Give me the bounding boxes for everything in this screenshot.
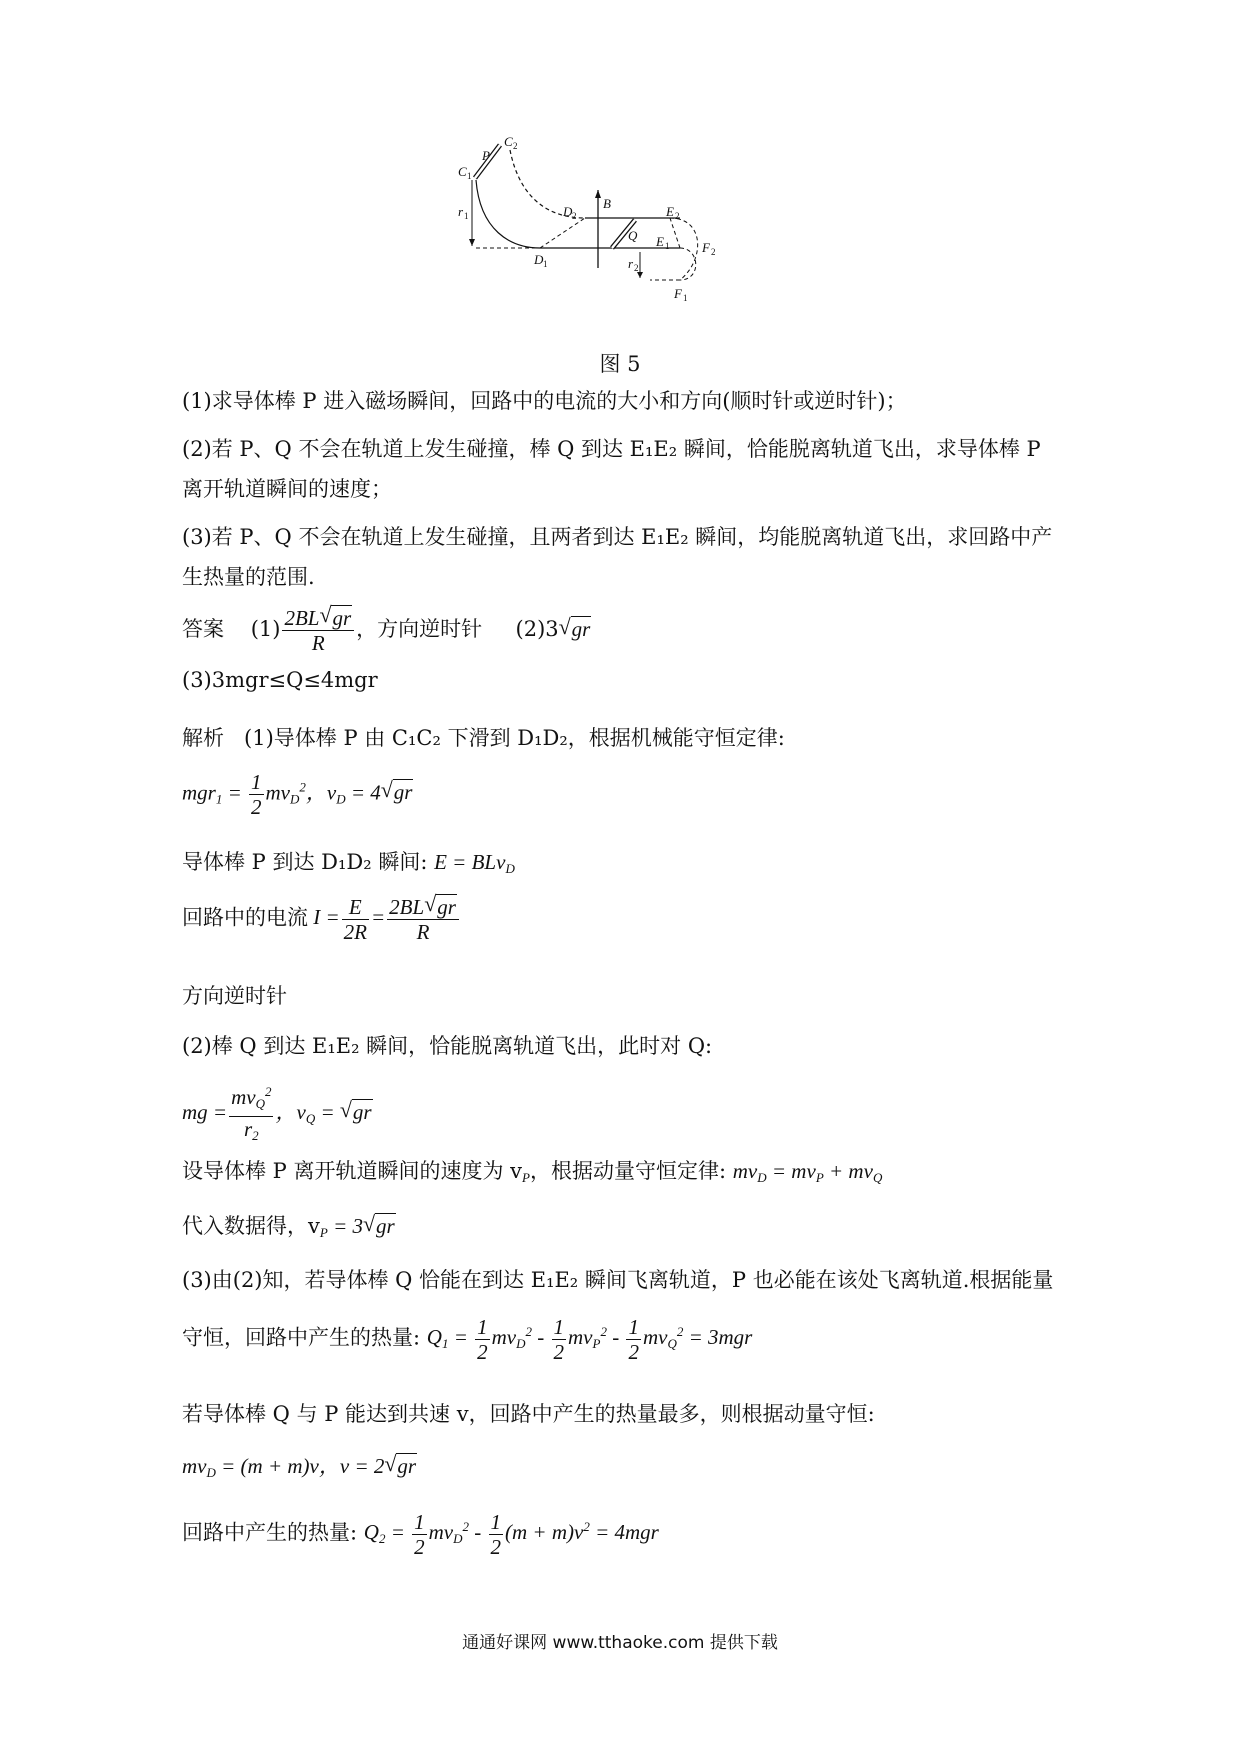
analysis-eq-7: 守恒，回路中产生的热量: $Q_1$ = $\frac{1}{2}$ $mv_D^2$ - $\frac{1}{2}$ $mv_P^2$ - $\frac{1}{2}$ $mv_Q^2 = 3mgr$ [182, 1315, 753, 1364]
analysis-direction: 方向逆时针 [182, 984, 287, 1008]
svg-text:2: 2 [572, 211, 577, 221]
label-c2: C [504, 134, 513, 149]
answer-label: 答案 [182, 617, 224, 641]
svg-text:2: 2 [513, 141, 518, 151]
svg-text:2: 2 [711, 247, 716, 257]
analysis-eq-1: mgr$_1$ = $\frac{1}{2}$ $mv_D^2$，$v_D = 4$ √ gr [182, 770, 413, 819]
question-1: (1)求导体棒 P 进入磁场瞬间，回路中的电流的大小和方向(顺时针或逆时针)； [182, 389, 907, 413]
answer-3: (3)3mgr≤Q≤4mgr [182, 668, 378, 692]
label-b: B [603, 196, 611, 211]
footer-watermark: 通通好课网 www.tthaoke.com 提供下载 [462, 1633, 778, 1653]
svg-text:1: 1 [543, 259, 548, 269]
svg-text:1: 1 [683, 293, 688, 303]
analysis-eq-4: mg = $\frac{mv_Q^2}{r_2}$ ，$v_Q$ = √ gr [182, 1080, 1062, 1148]
analysis-step-3: (3)由(2)知，若导体棒 Q 恰能在到达 E₁E₂ 瞬间飞离轨道，P 也必能在该处飞离轨道.根据能量 [182, 1268, 1054, 1292]
label-e2: E [666, 204, 674, 219]
svg-text:1: 1 [665, 241, 670, 251]
answer-1-fraction: 2BL √ gr R [282, 606, 354, 655]
analysis-label: 解析 [182, 726, 224, 750]
analysis-eq-2: 导体棒 P 到达 D₁D₂ 瞬间: E = BLv$_D$ [182, 850, 515, 876]
question-3-line-2: 生热量的范围. [182, 565, 315, 589]
label-c1: C [458, 164, 467, 179]
analysis-eq-8: $mv_D = (m + m)v$，v = 2 √ gr [182, 1451, 417, 1480]
analysis-eq-6: 代入数据得，$v_P = 3$ √ gr [182, 1211, 395, 1240]
analysis-step-4: 若导体棒 Q 与 P 能达到共速 v，回路中产生的热量最多，则根据动量守恒: [182, 1402, 875, 1426]
svg-text:1: 1 [467, 171, 472, 181]
svg-text:2: 2 [634, 263, 639, 273]
svg-text:1: 1 [464, 211, 469, 221]
question-2-line-1: (2)若 P、Q 不会在轨道上发生碰撞，棒 Q 到达 E₁E₂ 瞬间，恰能脱离轨道飞出，求导体棒 P [182, 437, 1041, 461]
label-r1: r [458, 204, 464, 219]
label-d1: D [534, 252, 544, 267]
question-2-line-2: 离开轨道瞬间的速度； [182, 477, 392, 501]
svg-text:2: 2 [675, 211, 680, 221]
question-3-line-1: (3)若 P、Q 不会在轨道上发生碰撞，且两者到达 E₁E₂ 瞬间，均能脱离轨道飞出，求回路中产 [182, 525, 1053, 549]
label-q: Q [628, 228, 638, 243]
analysis-eq-9: 回路中产生的热量: $Q_2$ = $\frac{1}{2}$ $mv_D^2$ - $\frac{1}{2}$ $(m + m)v^2 = 4mgr$ [182, 1510, 659, 1559]
label-f1: F [674, 286, 682, 301]
figure-caption: 图 5 [599, 352, 641, 376]
label-d2: D [563, 204, 573, 219]
answer-line: 答案 (1) 2BL √ gr R ，方向逆时针 (2)3 √ gr [182, 602, 591, 655]
label-r2: r [628, 256, 634, 271]
analysis-eq-5: 设导体棒 P 离开轨道瞬间的速度为 $v_P$，根据动量守恒定律: $mv_D = mv_P + mv_Q$ [182, 1159, 883, 1185]
label-f2: F [702, 240, 710, 255]
analysis-eq-3: 回路中的电流 I = $\frac{E}{2R}$ = 2BL √ gr R [182, 895, 1062, 944]
analysis-step-2: (2)棒 Q 到达 E₁E₂ 瞬间，恰能脱离轨道飞出，此时对 Q: [182, 1034, 713, 1058]
analysis-step-1: 解析 (1)导体棒 P 由 C₁C₂ 下滑到 D₁D₂，根据机械能守恒定律: [182, 726, 785, 750]
label-p: P [482, 148, 490, 163]
rail-diagram [458, 134, 800, 340]
label-e1: E [656, 234, 664, 249]
